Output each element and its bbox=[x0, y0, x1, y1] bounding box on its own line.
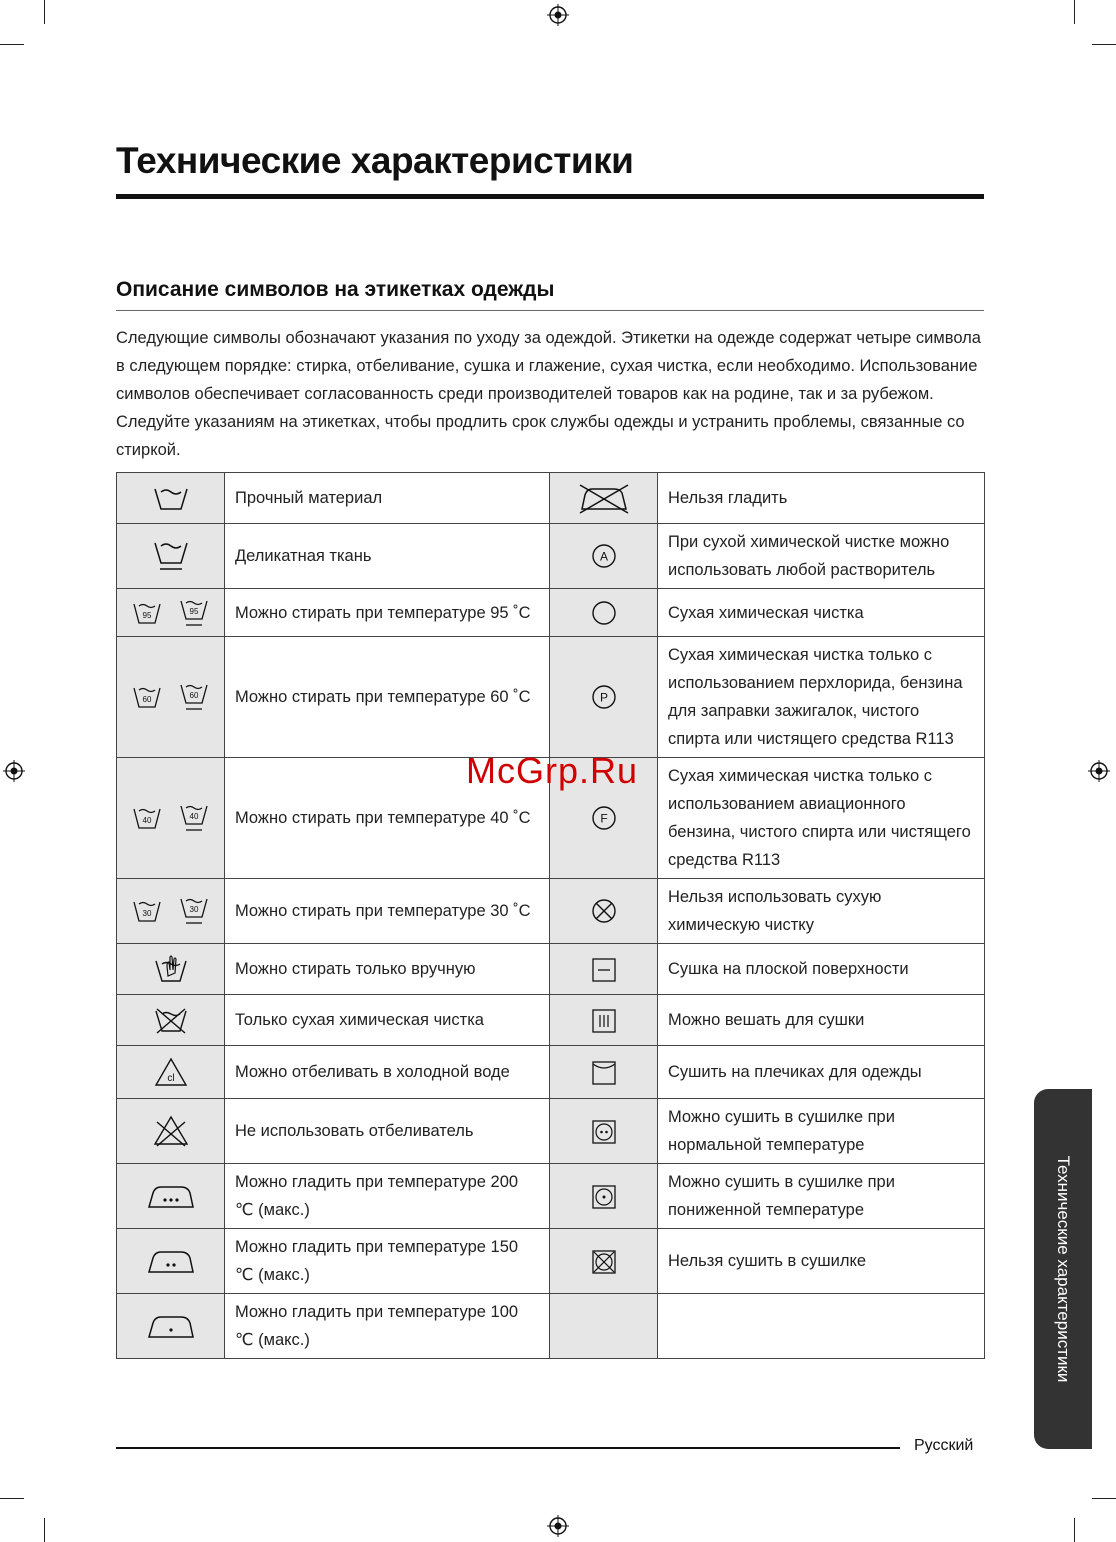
table-row bbox=[117, 1099, 985, 1164]
symbol-cell bbox=[550, 524, 658, 589]
temperature-label: 30 bbox=[189, 905, 199, 914]
dryclean-p-icon bbox=[590, 683, 618, 711]
symbol-cell-empty bbox=[550, 1294, 658, 1359]
watermark: McGrp.Ru bbox=[466, 750, 639, 791]
registration-mark-icon bbox=[3, 760, 25, 782]
symbol-cell bbox=[550, 637, 658, 758]
symbol-cell bbox=[550, 879, 658, 944]
section-divider bbox=[116, 310, 984, 311]
crop-mark bbox=[1074, 1518, 1075, 1542]
symbol-description: Можно сушить в сушилке при пониженной температуре bbox=[658, 1164, 985, 1229]
symbol-description: Нельзя сушить в сушилке bbox=[658, 1229, 985, 1294]
symbol-description: При сухой химической чистке можно использовать любой растворитель bbox=[658, 524, 985, 589]
tumble-low-icon bbox=[591, 1184, 617, 1210]
title-divider bbox=[116, 194, 984, 199]
symbol-cell bbox=[550, 589, 658, 637]
symbol-description: Можно стирать при температуре 30 ˚C bbox=[225, 879, 550, 944]
temperature-label: 95 bbox=[189, 606, 199, 616]
hanger-dry-icon bbox=[591, 1060, 617, 1086]
crop-mark bbox=[44, 0, 45, 24]
table-row bbox=[117, 879, 985, 944]
symbol-cell bbox=[117, 1099, 225, 1164]
crop-mark bbox=[1074, 0, 1075, 24]
registration-mark-icon bbox=[547, 1515, 569, 1537]
table-row bbox=[117, 995, 985, 1046]
washtub-icon bbox=[151, 483, 191, 513]
care-symbols-table bbox=[116, 472, 985, 1359]
iron-200-icon bbox=[145, 1181, 197, 1211]
crop-mark bbox=[1092, 1498, 1116, 1499]
temperature-label: 40 bbox=[142, 816, 152, 825]
side-chapter-tab bbox=[1034, 1089, 1092, 1449]
symbol-cell bbox=[550, 473, 658, 524]
symbol-cell bbox=[117, 944, 225, 995]
crop-mark bbox=[0, 1498, 24, 1499]
wash-60-icon bbox=[131, 683, 163, 711]
symbol-description: Можно вешать для сушки bbox=[658, 995, 985, 1046]
wash-95-icon bbox=[131, 599, 163, 627]
symbol-description: Не использовать отбеливатель bbox=[225, 1099, 550, 1164]
washtub-gentle-icon bbox=[151, 539, 191, 573]
wash-95-gentle-icon bbox=[178, 597, 210, 629]
table-row bbox=[117, 1294, 985, 1359]
symbol-cell bbox=[550, 1164, 658, 1229]
symbol-letter: A bbox=[599, 549, 608, 564]
no-iron-icon bbox=[576, 481, 632, 515]
wash-30-icon bbox=[131, 897, 163, 925]
side-tab-label: Технические характеристики bbox=[1054, 1155, 1073, 1383]
temperature-label: 40 bbox=[189, 812, 199, 821]
symbol-description-empty bbox=[658, 1294, 985, 1359]
symbol-cell bbox=[117, 1294, 225, 1359]
dryclean-a-icon bbox=[590, 542, 618, 570]
tumble-normal-icon bbox=[591, 1119, 617, 1145]
table-row bbox=[117, 1164, 985, 1229]
symbol-cell bbox=[117, 589, 225, 637]
dryclean-icon bbox=[590, 599, 618, 627]
symbol-cell bbox=[117, 758, 225, 879]
symbol-letter: P bbox=[599, 690, 608, 705]
symbol-cell bbox=[117, 637, 225, 758]
symbol-letter: F bbox=[599, 811, 608, 826]
no-dryclean-icon bbox=[590, 897, 618, 925]
wash-60-gentle-icon bbox=[178, 681, 210, 713]
symbol-description: Можно стирать только вручную bbox=[225, 944, 550, 995]
footer-divider bbox=[116, 1447, 900, 1449]
symbol-description: Сухая химическая чистка только с использованием перхлорида, бензина для заправки зажигалок, чистого спирта или чистящего средства R113 bbox=[658, 637, 985, 758]
iron-100-icon bbox=[145, 1311, 197, 1341]
wash-40-gentle-icon bbox=[178, 802, 210, 834]
table-row bbox=[117, 589, 985, 637]
symbol-cell bbox=[117, 879, 225, 944]
symbol-cell bbox=[117, 1229, 225, 1294]
symbol-cell bbox=[117, 1164, 225, 1229]
table-row bbox=[117, 473, 985, 524]
symbol-description: Сухая химическая чистка bbox=[658, 589, 985, 637]
crop-mark bbox=[1092, 44, 1116, 45]
footer-language: Русский bbox=[914, 1437, 974, 1454]
no-wash-icon bbox=[153, 1005, 189, 1035]
bleach-cold-icon bbox=[153, 1056, 189, 1088]
symbol-description: Сушка на плоской поверхности bbox=[658, 944, 985, 995]
crop-mark bbox=[0, 44, 24, 45]
temperature-label: 95 bbox=[142, 610, 152, 620]
symbol-cell bbox=[117, 473, 225, 524]
symbol-cell bbox=[550, 1046, 658, 1099]
symbol-cell bbox=[550, 1229, 658, 1294]
hand-wash-icon bbox=[153, 953, 189, 985]
symbol-description: Можно гладить при температуре 100 ℃ (макс.) bbox=[225, 1294, 550, 1359]
symbol-description: Сушить на плечиках для одежды bbox=[658, 1046, 985, 1099]
wash-30-gentle-icon bbox=[178, 895, 210, 927]
page-title: Технические характеристики bbox=[116, 140, 634, 181]
symbol-cell bbox=[117, 524, 225, 589]
registration-mark-icon bbox=[547, 4, 569, 26]
iron-150-icon bbox=[145, 1246, 197, 1276]
temperature-label: 60 bbox=[142, 695, 152, 704]
dry-flat-icon bbox=[591, 957, 617, 983]
symbol-description: Можно стирать при температуре 95 ˚C bbox=[225, 589, 550, 637]
crop-mark bbox=[44, 1518, 45, 1542]
intro-paragraph: Следующие символы обозначают указания по уходу за одеждой. Этикетки на одежде содержат четыре символа в следующем порядке: стирка, отбеливание, сушка и глажение, сухая чистка, если необходимо. Использование символов обеспечивает согласованность среди производителей товаров как на родине, так и за рубежом. Следуйте указаниям на этикетках, чтобы продлить срок службы одежды и устранить проблемы, связанные со стиркой. bbox=[116, 329, 981, 459]
symbol-description: Можно сушить в сушилке при нормальной температуре bbox=[658, 1099, 985, 1164]
table-row bbox=[117, 944, 985, 995]
dryclean-f-icon bbox=[590, 804, 618, 832]
symbol-description: Нельзя использовать сухую химическую чистку bbox=[658, 879, 985, 944]
table-row bbox=[117, 637, 985, 758]
temperature-label: 30 bbox=[142, 909, 152, 918]
symbol-description: Можно отбеливать в холодной воде bbox=[225, 1046, 550, 1099]
symbol-description: Можно гладить при температуре 200 ℃ (макс.) bbox=[225, 1164, 550, 1229]
symbol-cell bbox=[117, 1046, 225, 1099]
symbol-description: Только сухая химическая чистка bbox=[225, 995, 550, 1046]
no-tumble-icon bbox=[591, 1249, 617, 1275]
symbol-description: Сухая химическая чистка только с использованием авиационного бензина, чистого спирта или чистящего средства R113 bbox=[658, 758, 985, 879]
symbol-description: Деликатная ткань bbox=[225, 524, 550, 589]
symbol-letter: cl bbox=[166, 1073, 175, 1084]
symbol-cell bbox=[117, 995, 225, 1046]
table-row bbox=[117, 1046, 985, 1099]
temperature-label: 60 bbox=[189, 691, 199, 700]
no-bleach-icon bbox=[151, 1114, 191, 1148]
wash-40-icon bbox=[131, 804, 163, 832]
registration-mark-icon bbox=[1088, 760, 1110, 782]
section-title: Описание символов на этикетках одежды bbox=[116, 278, 555, 301]
table-row bbox=[117, 1229, 985, 1294]
symbol-description: Прочный материал bbox=[225, 473, 550, 524]
symbol-cell bbox=[550, 995, 658, 1046]
symbol-cell bbox=[550, 1099, 658, 1164]
line-dry-icon bbox=[591, 1008, 617, 1034]
symbol-description: Нельзя гладить bbox=[658, 473, 985, 524]
symbol-description: Можно стирать при температуре 40 ˚C bbox=[225, 758, 550, 879]
symbol-cell bbox=[550, 944, 658, 995]
table-row bbox=[117, 524, 985, 589]
symbol-description: Можно гладить при температуре 150 ℃ (макс.) bbox=[225, 1229, 550, 1294]
symbol-description: Можно стирать при температуре 60 ˚C bbox=[225, 637, 550, 758]
